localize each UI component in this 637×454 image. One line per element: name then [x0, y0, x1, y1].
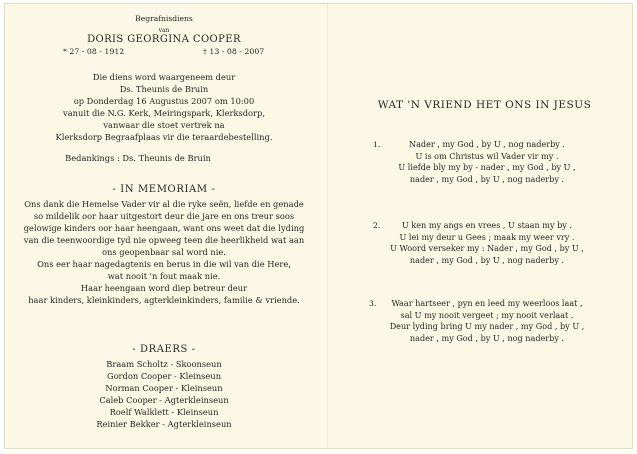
service-line: Die diens word waargeneem deur: [92, 72, 236, 82]
service-line: Ds. Theunis de Bruin: [119, 84, 209, 94]
verse-number: 1.: [373, 140, 381, 149]
memoriam-line: Haar heengaan word diep betreur deur: [80, 283, 248, 293]
verse-line: U Woord verseker my : Nader , my God , by U ,: [390, 243, 584, 254]
bearer-item: Gordon Cooper - Kleinseun: [106, 371, 222, 381]
bearers-heading: - DRAERS -: [132, 344, 196, 355]
hymn-title: WAT 'N VRIEND HET ONS IN JESUS: [377, 99, 592, 111]
bearer-item: Braam Scholtz - Skoonseun: [106, 359, 222, 369]
memoriam-line: Ons dank die Hemelse Vader vir al die ryke seën, liefde en genade: [24, 199, 304, 209]
left-page: [5, 4, 323, 448]
memoriam-line: wat nooit 'n fout maak nie.: [107, 271, 221, 281]
verse-line: nader , my God , by U , nog naderby .: [409, 333, 565, 344]
verse-line: Deur lyding bring U my nader , my God , by U ,: [389, 321, 585, 332]
verse-line: Waar hartseer , pyn en leed my weerloos laat ,: [391, 298, 583, 308]
memoriam-line: so mildelik oor haar uitgestort deur die jare en ons treur soos: [33, 211, 295, 221]
verse-line: U lei my deur u Gees ; maak my weer vry .: [399, 231, 575, 242]
memoriam-line: gelowige kinders oor haar heengaan, want ons weet dat die lyding: [23, 223, 305, 233]
service-line: Klerksdorp Begraafplaas vir die teraardebestelling.: [55, 132, 273, 142]
page-fold-divider: [327, 4, 328, 448]
verse-line: nader , my God , by U , nog naderby .: [409, 174, 565, 185]
of-label: van: [158, 27, 170, 34]
service-line: vanuit die N.G. Kerk, Meiringspark, Klerksdorp,: [63, 108, 265, 118]
verse-line: sal U my nooit vergeet ; my nooit verlaat .: [400, 309, 574, 320]
memorial-card: [4, 3, 633, 449]
verse-line: Nader , my God , by U , nog naderby .: [408, 139, 565, 149]
verse-line: U is om Christus wil Vader vir my .: [415, 150, 559, 161]
verse-2: [357, 220, 617, 267]
verse-line: U liefde bly my by - nader , my God , by U ,: [398, 162, 576, 173]
service-line: op Donderdag 16 Augustus 2007 om 10:00: [73, 96, 255, 106]
verse-1: [357, 139, 617, 186]
thanks-line: Bedankings : Ds. Theunis de Bruin: [65, 153, 211, 163]
right-page: [335, 4, 634, 448]
bearer-item: Roelf Walklett - Kleinseun: [109, 407, 219, 417]
verse-line: U ken my angs en vrees , U staan my by .: [401, 220, 573, 230]
memoriam-line: Ons eer haar nagedagtenis en berus in die wil van die Here,: [37, 259, 291, 269]
bearer-item: Norman Cooper - Kleinseun: [105, 383, 223, 393]
memoriam-line: van die teenwoordige tyd nie opweeg teen die heerlikheid wat aan: [23, 235, 305, 245]
death-date: † 13 - 08 - 2007: [203, 47, 265, 56]
memoriam-line: ons geopenbaar sal word nie.: [102, 247, 226, 257]
memoriam-line: haar kinders, kleinkinders, agterkleinkinders, familie & vriende.: [28, 295, 300, 305]
bearer-item: Reinier Bekker - Agterkleinseun: [96, 419, 232, 429]
service-line: vanwaar die stoet vertrek na: [103, 120, 225, 130]
memoriam-heading: - IN MEMORIAM -: [112, 184, 216, 195]
deceased-name: DORIS GEORGINA COOPER: [87, 34, 241, 45]
service-title: Begrafnisdiens: [135, 14, 193, 23]
verse-number: 2.: [373, 221, 381, 230]
verse-3: [357, 298, 617, 345]
verse-line: nader , my God , by U , nog naderby .: [409, 255, 565, 266]
bearer-item: Caleb Cooper - Agterkleinseun: [99, 395, 229, 405]
verse-number: 3.: [369, 299, 377, 308]
birth-date: * 27 - 08 - 1912: [63, 47, 125, 56]
